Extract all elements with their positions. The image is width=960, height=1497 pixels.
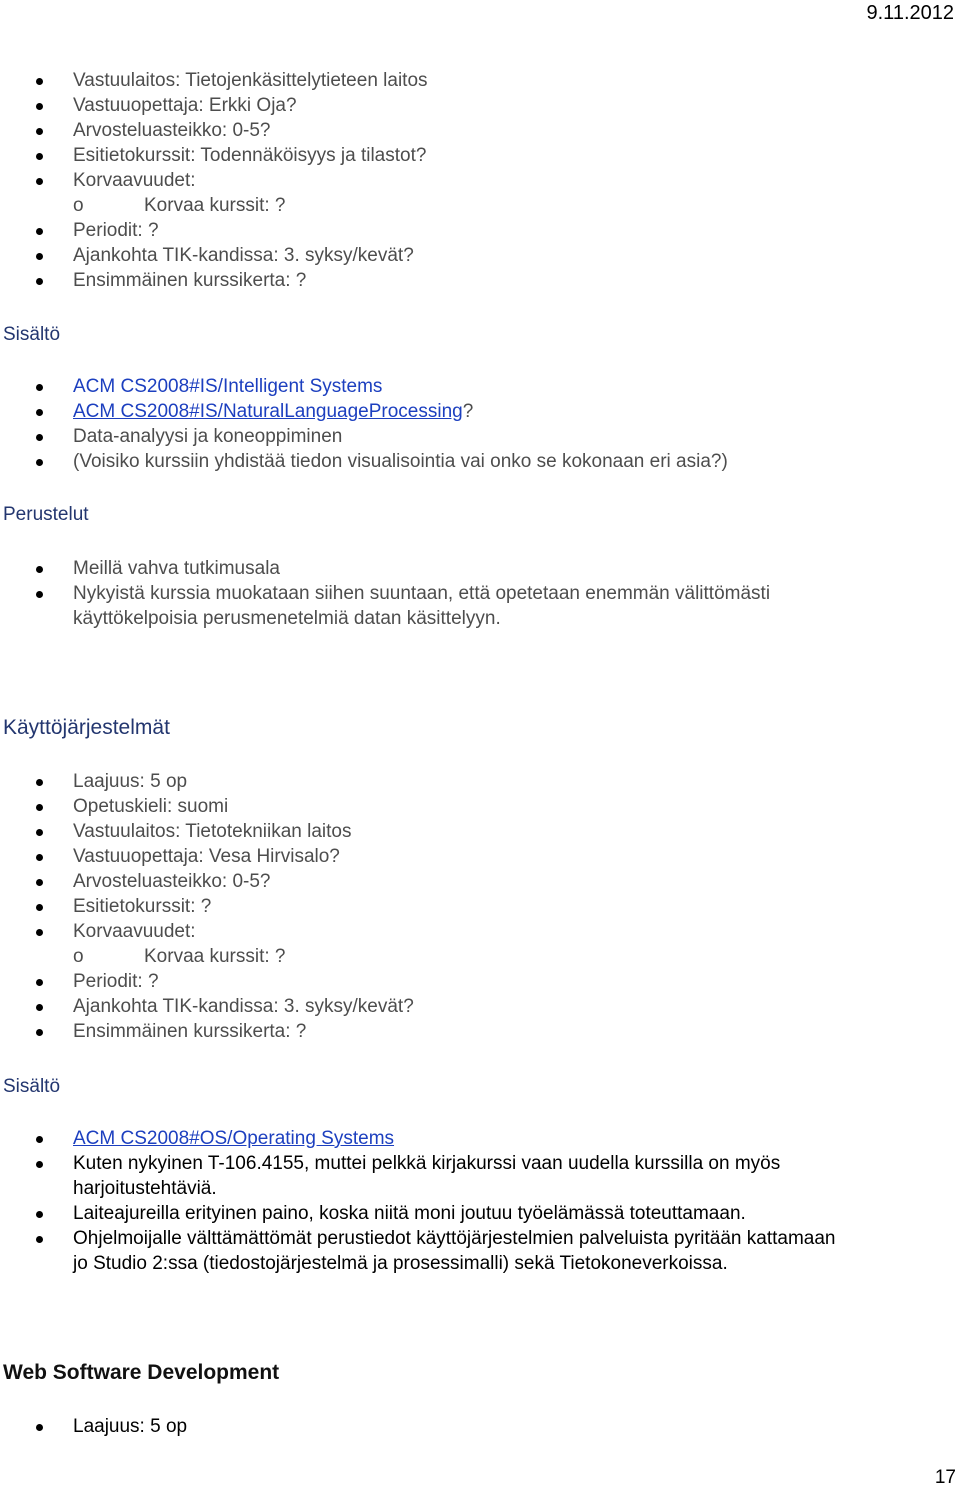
list-item: Korvaavuudet: [73,170,196,191]
acm-link-intelligent-systems[interactable]: ACM CS2008#IS/Intelligent Systems [73,376,383,397]
sub-list-item [73,944,286,969]
bullet-icon [36,904,43,911]
list-item[interactable] [73,399,473,424]
list-item: Ensimmäinen kurssikerta: ? [73,270,307,291]
list-item: Korvaavuudet: [73,921,196,942]
sub-item-text: Korvaa kurssit: ? [144,946,286,967]
list-item: Ensimmäinen kurssikerta: ? [73,1021,307,1042]
list-item: Periodit: ? [73,220,159,241]
list-item: Vastuulaitos: Tietojenkäsittelytieteen laitos [73,70,428,91]
bullet-icon [36,459,43,466]
bullet-icon [36,779,43,786]
bullet-icon [36,804,43,811]
list-item: Ajankohta TIK-kandissa: 3. syksy/kevät? [73,996,414,1017]
list-item: Periodit: ? [73,971,159,992]
list-item: Vastuuopettaja: Vesa Hirvisalo? [73,846,340,867]
bullet-icon [36,1029,43,1036]
list-item: Ohjelmoijalle välttämättömät perustiedot käyttöjärjestelmien palveluista pyritään kattamaan [73,1228,836,1249]
sub-bullet-marker: o [73,946,84,967]
list-item: Opetuskieli: suomi [73,796,229,817]
bullet-icon [36,384,43,391]
section-title-kayttojarjestelmat: Käyttöjärjestelmät [3,716,170,739]
bullet-icon [36,278,43,285]
bullet-icon [36,1161,43,1168]
bullet-icon [36,409,43,416]
bullet-icon [36,128,43,135]
question-mark: ? [462,401,474,422]
bullet-icon [36,153,43,160]
list-item: Arvosteluasteikko: 0-5? [73,120,271,141]
bullet-icon [36,929,43,936]
bullet-icon [36,1236,43,1243]
list-item: Laiteajureilla erityinen paino, koska niitä moni joutuu työelämässä toteuttamaan. [73,1203,746,1224]
bullet-icon [36,178,43,185]
section-heading-perustelut: Perustelut [3,504,89,525]
list-item: Kuten nykyinen T-106.4155, muttei pelkkä kirjakurssi vaan uudella kurssilla on myös [73,1153,781,1174]
list-item: Arvosteluasteikko: 0-5? [73,871,271,892]
page-date: 9.11.2012 [866,2,954,24]
bullet-icon [36,434,43,441]
sub-list-item [73,193,286,218]
list-item: Vastuulaitos: Tietotekniikan laitos [73,821,352,842]
bullet-icon [36,1424,43,1431]
list-item: (Voisiko kurssiin yhdistää tiedon visualisointia vai onko se kokonaan eri asia?) [73,451,728,472]
bullet-icon [36,1004,43,1011]
section-heading-sisalto-2: Sisältö [3,1076,61,1097]
sub-bullet-marker: o [73,195,84,216]
list-item-continuation: harjoitustehtäviä. [73,1178,217,1199]
section-title-web-software-development: Web Software Development [3,1361,280,1384]
list-item: Vastuuopettaja: Erkki Oja? [73,95,297,116]
list-item: Esitietokurssit: Todennäköisyys ja tilastot? [73,145,427,166]
bullet-icon [36,228,43,235]
list-item: Meillä vahva tutkimusala [73,558,280,579]
sub-item-text: Korvaa kurssit: ? [144,195,286,216]
list-item: Laajuus: 5 op [73,771,188,792]
bullet-icon [36,979,43,986]
bullet-icon [36,566,43,573]
bullet-icon [36,103,43,110]
bullet-icon [36,1211,43,1218]
bullet-icon [36,253,43,260]
acm-link-nlp[interactable]: ACM CS2008#IS/NaturalLanguageProcessing [73,401,463,422]
acm-link-operating-systems[interactable]: ACM CS2008#OS/Operating Systems [73,1128,395,1149]
list-item: Esitietokurssit: ? [73,896,212,917]
bullet-icon [36,1136,43,1143]
list-item: Nykyistä kurssia muokataan siihen suuntaan, että opetetaan enemmän välittömästi [73,583,771,604]
bullet-icon [36,78,43,85]
list-item[interactable] [73,374,382,399]
page-number: 17 [934,1467,956,1488]
list-item: Laajuus: 5 op [73,1416,188,1437]
section-heading-sisalto: Sisältö [3,324,61,345]
bullet-icon [36,879,43,886]
list-item-continuation: jo Studio 2:ssa (tiedostojärjestelmä ja prosessimalli) sekä Tietokoneverkoissa. [73,1253,728,1274]
list-item-continuation: käyttökelpoisia perusmenetelmiä datan käsittelyyn. [73,608,501,629]
list-item: Ajankohta TIK-kandissa: 3. syksy/kevät? [73,245,414,266]
list-item: Data-analyysi ja koneoppiminen [73,426,343,447]
bullet-icon [36,829,43,836]
bullet-icon [36,854,43,861]
list-item[interactable] [73,1126,394,1151]
bullet-icon [36,591,43,598]
